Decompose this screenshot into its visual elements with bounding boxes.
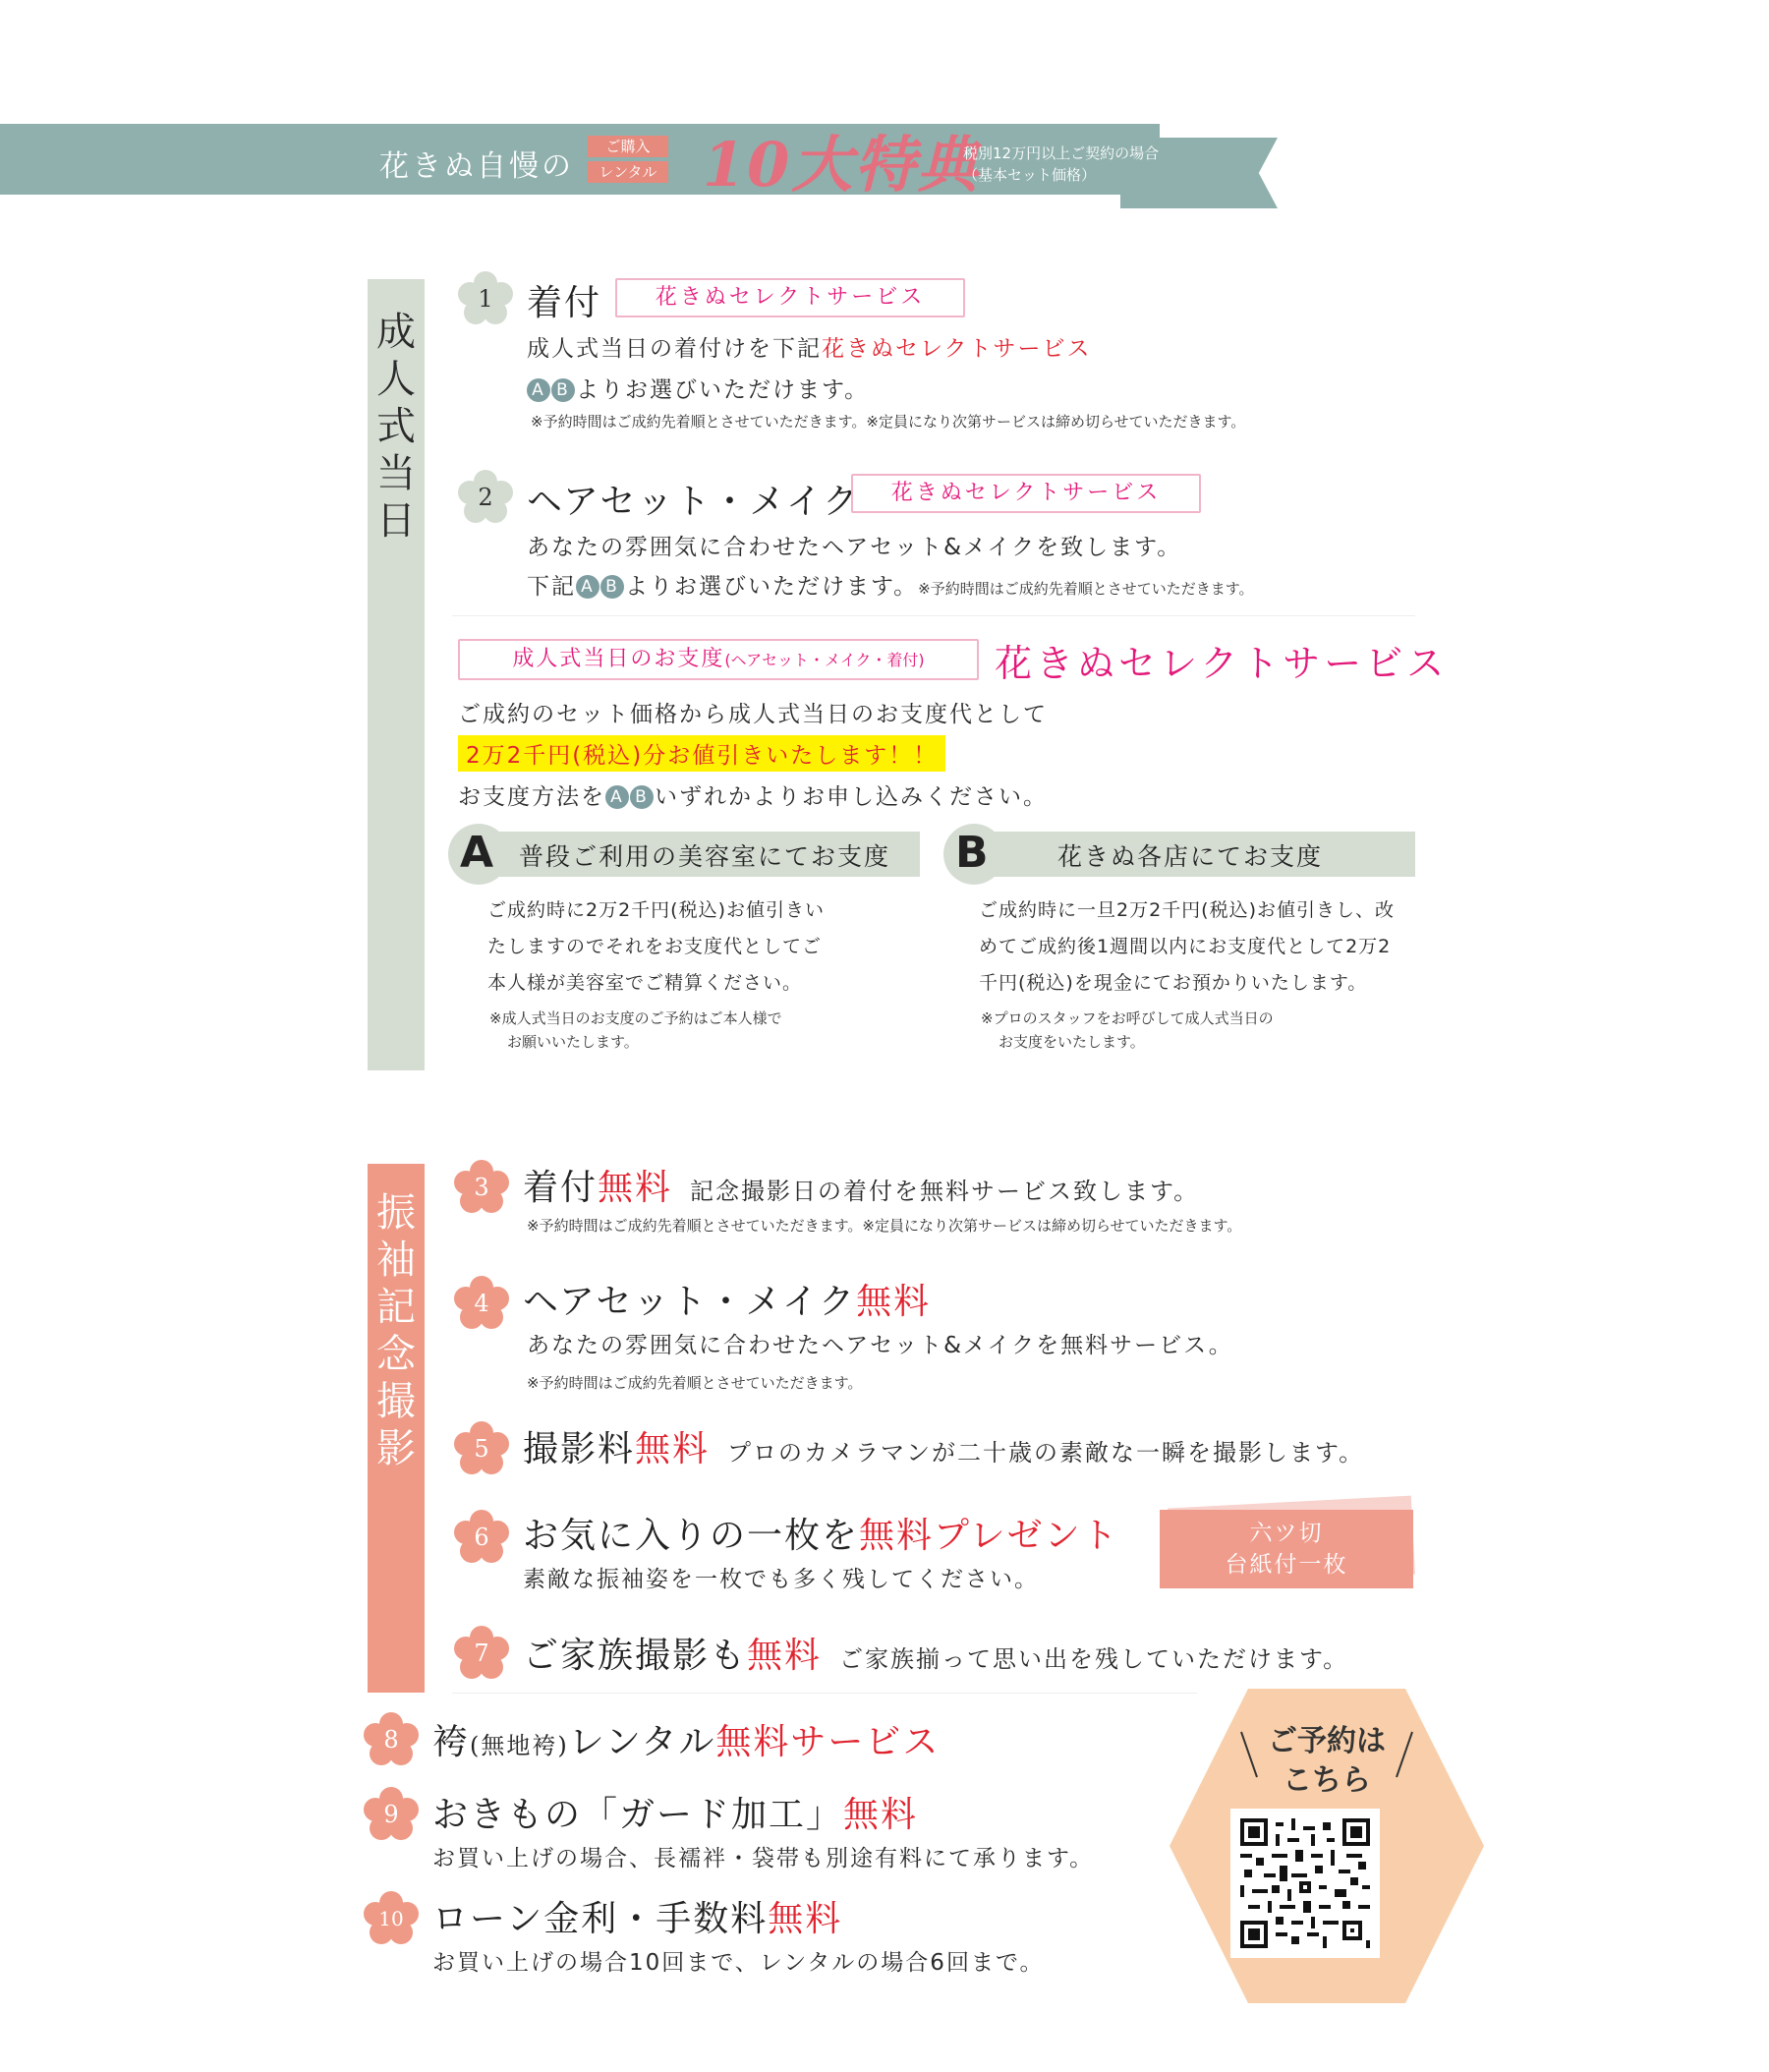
item1-line2: A B よりお選びいただけます。	[527, 372, 869, 404]
section-label-photo-shoot	[368, 1164, 425, 1693]
banner-headline: 10大特典	[703, 129, 981, 201]
option-a-body: ご成約時に2万2千円(税込)お値引きい たしますのでそれをお支度代としてご 本人様が美容室でご精算ください。	[487, 899, 826, 994]
number-badge-2: 2	[458, 470, 513, 525]
item2-line2: 下記 A B よりお選びいただけます。※予約時間はご成約先着順とさせていただきます。	[527, 574, 1254, 600]
banner-note-1: 税別12万円以上ご契約の場合	[963, 144, 1160, 162]
select-service-tag: 花きぬセレクトサービス	[851, 474, 1201, 513]
option-b-marker: B	[551, 378, 575, 402]
shitaku-line3: お支度方法を A B いずれかよりお申し込みください。	[458, 784, 1048, 810]
item1-line1: 成人式当日の着付けを下記花きぬセレクトサービス	[527, 336, 1092, 362]
discount-highlight: 2万2千円(税込)分お値引きいたします！！	[458, 735, 945, 772]
option-a-marker: A	[605, 785, 629, 809]
item10-desc: お買い上げの場合10回まで、レンタルの場合6回まで。	[432, 1950, 1045, 1976]
item9-desc: お買い上げの場合、長襦袢・袋帯も別途有料にて承ります。	[432, 1846, 1095, 1871]
shitaku-tag: 成人式当日のお支度(ヘアセット・メイク・着付)	[458, 639, 979, 680]
option-a-letter: A	[460, 828, 494, 878]
section-label-char: 記	[376, 1285, 416, 1330]
number-badge-10: 10	[364, 1891, 419, 1946]
print-box: 六ツ切 台紙付一枚	[1160, 1510, 1413, 1588]
section-label-char: 人	[376, 357, 416, 402]
tag-rental: レンタル	[588, 161, 668, 183]
select-service-text: 花きぬセレクトサービス	[822, 336, 1092, 362]
item9-title: おきもの「ガード加工」無料	[432, 1795, 919, 1835]
section-label-char: 成	[376, 310, 416, 355]
section-label-ceremony-day	[368, 279, 425, 1070]
number-badge-6: 6	[454, 1510, 509, 1565]
option-b-body: ご成約時に一旦2万2千円(税込)お値引きし、改 めてご成約後1週間以内にお支度代として2万2 千円(税込)を現金にてお預かりいたします。	[979, 899, 1396, 994]
divider	[452, 615, 1415, 616]
section-label-char: 念	[376, 1332, 416, 1377]
item5-title: 撮影料無料 プロのカメラマンが二十歳の素敵な一瞬を撮影します。	[523, 1429, 1365, 1469]
item6-title: お気に入りの一枚を無料プレゼント	[523, 1516, 1119, 1556]
item4-note: ※予約時間はご成約先着順とさせていただきます。	[527, 1374, 863, 1392]
banner-note-2: （基本セット価格）	[963, 166, 1097, 184]
option-b-marker: B	[600, 575, 624, 599]
item7-title: ご家族撮影も無料 ご家族揃って思い出を残していただけます。	[523, 1636, 1349, 1676]
shitaku-service-title: 花きぬセレクトサービス	[995, 642, 1449, 685]
item3-note: ※予約時間はご成約先着順とさせていただきます。※定員になり次第サービスは締め切らせていただきます。	[527, 1217, 1242, 1235]
number-badge-9: 9	[364, 1787, 419, 1842]
section-label-char: 当	[376, 451, 416, 496]
section-label-char: 袖	[376, 1237, 416, 1283]
item1-note: ※予約時間はご成約先着順とさせていただきます。※定員になり次第サービスは締め切らせていただきます。	[531, 413, 1246, 431]
number-badge-3: 3	[454, 1160, 509, 1215]
number-badge-4: 4	[454, 1276, 509, 1331]
item8-title: 袴(無地袴)レンタル無料サービス	[432, 1722, 941, 1762]
option-b-letter: B	[955, 828, 989, 878]
item4-desc: あなたの雰囲気に合わせたヘアセット&メイクを無料サービス。	[527, 1333, 1233, 1358]
option-a-title: 普段ご利用の美容室にてお支度	[519, 842, 891, 871]
option-a-marker: A	[576, 575, 599, 599]
option-a-marker: A	[527, 378, 550, 402]
item2-title: ヘアセット・メイク	[527, 482, 861, 522]
section-label-char: 振	[376, 1190, 416, 1236]
item1-title: 着付	[527, 283, 602, 323]
section-label-char: 日	[376, 498, 416, 544]
number-badge-5: 5	[454, 1421, 509, 1476]
option-b-title: 花きぬ各店にてお支度	[1057, 842, 1324, 871]
item2-line1: あなたの雰囲気に合わせたヘアセット&メイクを致します。	[527, 535, 1182, 560]
item3-title: 着付無料 記念撮影日の着付を無料サービス致します。	[523, 1168, 1200, 1208]
select-service-tag: 花きぬセレクトサービス	[615, 278, 965, 317]
item10-title: ローン金利・手数料無料	[432, 1899, 843, 1939]
option-b-marker: B	[630, 785, 654, 809]
divider	[452, 1693, 1197, 1694]
number-badge-7: 7	[454, 1626, 509, 1681]
banner-lead: 花きぬ自慢の	[379, 149, 574, 184]
tag-purchase: ご購入	[588, 136, 668, 157]
section-label-char: 撮	[376, 1379, 416, 1424]
section-label-char: 影	[376, 1426, 416, 1471]
shitaku-line1: ご成約のセット価格から成人式当日のお支度代として	[458, 702, 1048, 727]
number-badge-1: 1	[458, 271, 513, 326]
option-a-note: ※成人式当日のお支度のご予約はご本人様で お願いいたします。	[489, 1009, 782, 1051]
qr-code[interactable]	[1240, 1818, 1370, 1948]
section-label-char: 式	[376, 404, 416, 449]
reservation-heading: ご予約は こちら	[1268, 1724, 1386, 1798]
item4-title: ヘアセット・メイク無料	[523, 1282, 932, 1322]
item6-desc: 素敵な振袖姿を一枚でも多く残してください。	[523, 1567, 1039, 1592]
option-b-note: ※プロのスタッフをお呼びして成人式当日の お支度をいたします。	[981, 1009, 1274, 1051]
number-badge-8: 8	[364, 1712, 419, 1767]
